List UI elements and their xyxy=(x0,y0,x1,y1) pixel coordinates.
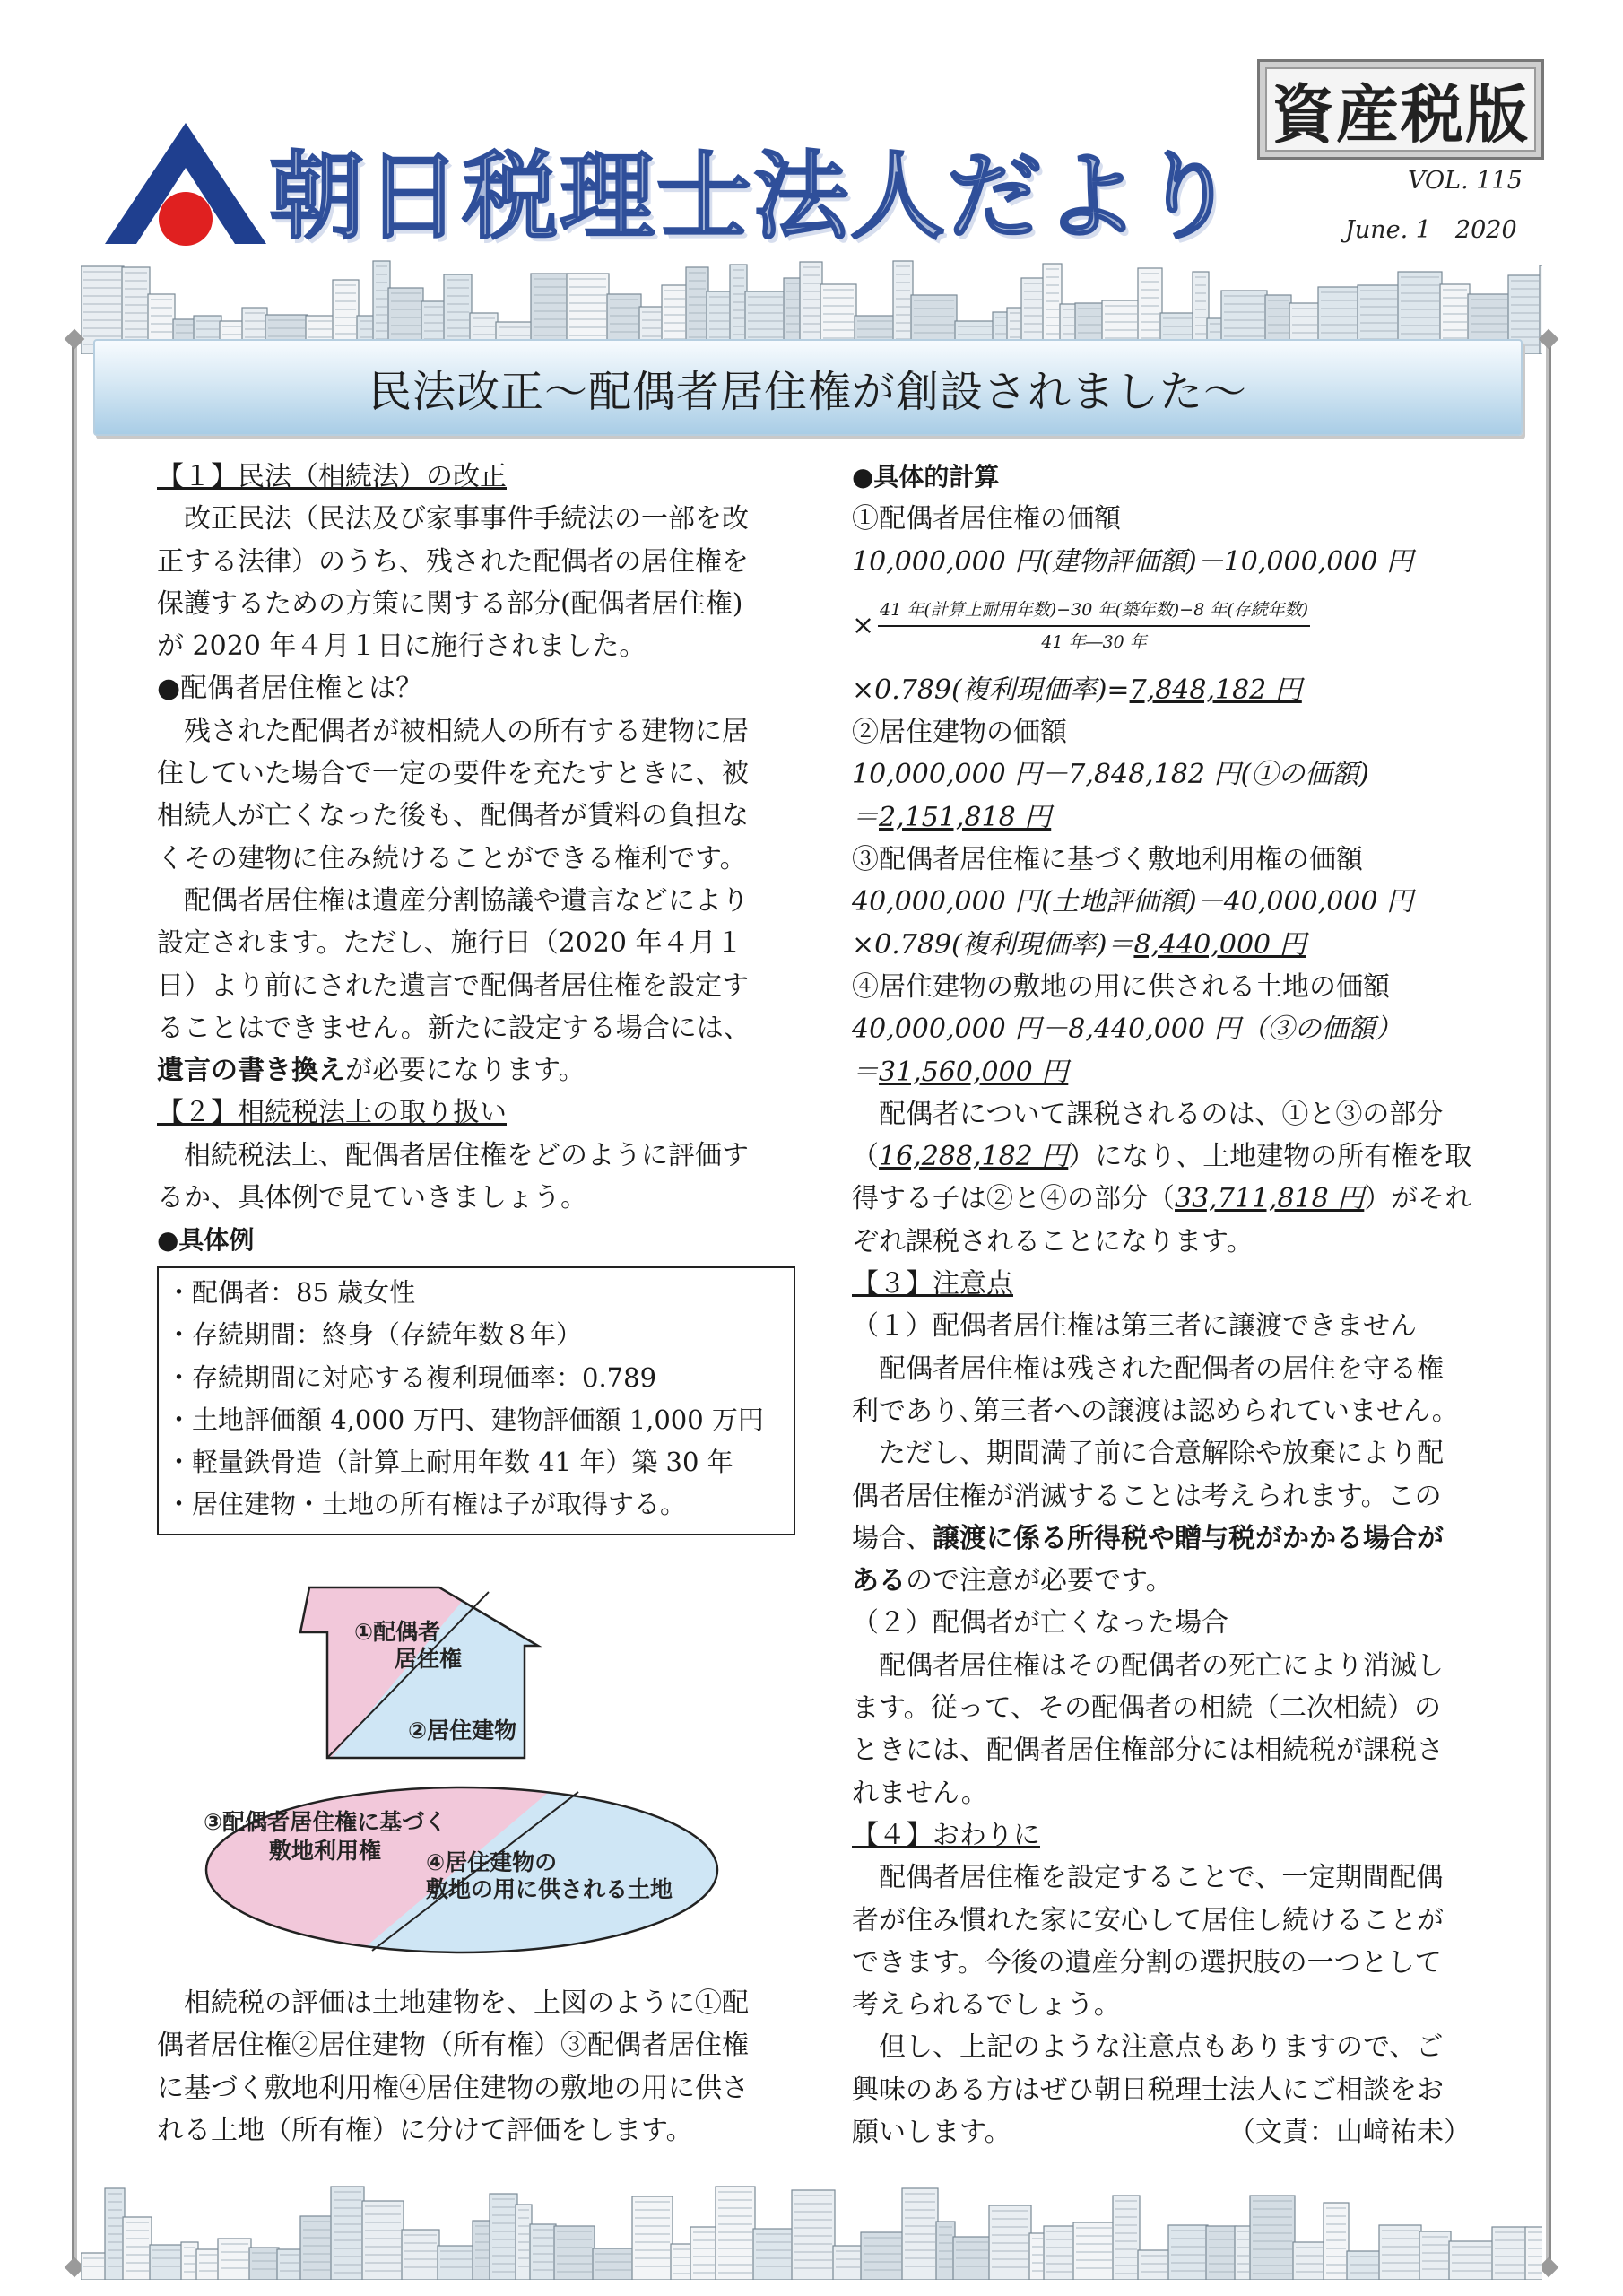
paragraph-line xyxy=(852,1135,1471,1178)
paragraph-line xyxy=(852,1518,1471,1560)
building xyxy=(1347,2251,1381,2280)
paragraph-line: 配偶者について課税されるのは、①と③の部分 xyxy=(852,1098,1444,1130)
calc-1-fraction xyxy=(852,583,1471,669)
building xyxy=(753,2229,794,2280)
building xyxy=(218,2239,251,2280)
building xyxy=(716,2187,755,2280)
calc-4-title: ④居住建物の敷地の用に供される土地の価額 xyxy=(852,970,1390,1003)
spouse-tax-amount: 16,288,182 円 xyxy=(879,1141,1069,1173)
building xyxy=(249,2248,279,2280)
building xyxy=(1113,2196,1140,2280)
paragraph-line: 正する法律）のうち、残された配偶者の居住権を xyxy=(157,545,749,578)
calc-3-result-line xyxy=(852,924,1471,966)
paragraph-line: ときには、配偶者居住権部分には相続税が課税さ xyxy=(852,1735,1444,1767)
example-item: ・土地評価額 4,000 万円、建物評価額 1,000 万円 xyxy=(166,1404,764,1435)
paragraph-line: 残された配偶者が被相続人の所有する建物に居 xyxy=(157,715,749,747)
section-4-title: 【４】おわりに xyxy=(852,1819,1040,1851)
building xyxy=(1492,2227,1527,2280)
volume-number: VOL. 115 xyxy=(1408,167,1523,195)
building xyxy=(530,2224,556,2280)
paragraph-line: ぞれ課税されることになります。 xyxy=(852,1225,1254,1257)
section-2-title: 【２】相続税法上の取り扱い xyxy=(157,1097,507,1129)
example-item: ・居住建物・土地の所有権は子が取得する。 xyxy=(166,1489,687,1520)
calc-heading: ●具体的計算 xyxy=(852,462,1000,491)
paragraph-line: 相続人が亡くなった後も、配偶者が賃料の負担な xyxy=(157,800,749,832)
paragraph-line: れません。 xyxy=(852,1777,988,1809)
calc-3-title: ③配偶者居住権に基づく敷地利用権の価額 xyxy=(852,844,1363,876)
edition-badge-label: 資産税版 xyxy=(1265,67,1536,152)
calc-2-title: ②居住建物の価額 xyxy=(852,717,1067,749)
author-credit: （文責：山﨑祐未） xyxy=(1228,2116,1471,2148)
building xyxy=(277,2249,302,2280)
diagram-label-1b: 居住権 xyxy=(395,1646,463,1672)
subsection-2-title: （２）配偶者が亡くなった場合 xyxy=(852,1607,1228,1639)
paragraph-line xyxy=(852,1560,1471,1602)
paragraph-line: 偶者居住権が消滅することは考えられます。この xyxy=(852,1480,1442,1512)
paragraph-line: 相続税法上、配偶者居住権をどのように評価す xyxy=(157,1139,749,1171)
diagram-label-4: ④居住建物の xyxy=(426,1849,558,1875)
equals-sign: ＝ xyxy=(852,801,879,833)
paragraph-line: 興味のある方はぜひ朝日税理士法人にご相談をお xyxy=(852,2074,1444,2106)
diagram-label-1: ①配偶者 xyxy=(354,1619,441,1645)
paragraph-line xyxy=(852,2111,1471,2153)
paragraph-line xyxy=(852,1178,1471,1220)
building xyxy=(1324,2203,1349,2280)
calc-1-line: 10,000,000 円(建物評価額)－10,000,000 円 xyxy=(852,545,1414,578)
fraction-numerator: 41 年(計算上耐用年数)−30 年(築年数)−8 年(存続年数) xyxy=(878,598,1310,627)
left-closing-paragraph xyxy=(157,1982,785,2152)
paragraph-line: 改正民法（民法及び家事事件手続法の一部を改 xyxy=(157,503,749,535)
paragraph-line: 配偶者居住権は残された配偶者の居住を守る権 xyxy=(852,1352,1444,1385)
calc-2-result: 2,151,818 円 xyxy=(879,801,1052,833)
paragraph-line: 配偶者居住権は遺産分割協議や遺言などにより xyxy=(157,884,749,917)
paragraph-line: 住していた場合で一定の要件を充たすときに、被 xyxy=(157,758,749,790)
calc-3-line: 40,000,000 円(土地評価額)－40,000,000 円 xyxy=(852,886,1414,918)
frame-right-bar xyxy=(1546,339,1551,2267)
property-rights-diagram xyxy=(193,1570,731,1955)
paragraph-line: ただし、期間満了前に合意解除や放棄により配 xyxy=(852,1438,1444,1470)
building xyxy=(1419,2231,1451,2280)
calc-4-result: 31,560,000 円 xyxy=(879,1056,1069,1088)
building xyxy=(1168,2225,1208,2280)
building xyxy=(861,2232,904,2280)
text-fragment: ）になり、土地建物の所有権を取 xyxy=(1068,1141,1472,1173)
paragraph-line: ます。従って、その配偶者の相続（二次相続）の xyxy=(852,1692,1441,1725)
left-column xyxy=(157,456,785,1262)
times-sign: × xyxy=(852,610,875,642)
diagram-label-3b: 敷地利用権 xyxy=(269,1838,382,1864)
what-is-heading: ●配偶者居住権とは？ xyxy=(157,673,423,705)
caution-emphasis: 譲渡に係る所得税や贈与税がかかる場合が xyxy=(933,1522,1444,1554)
building xyxy=(593,2248,634,2280)
section-3-title: 【３】注意点 xyxy=(852,1268,1013,1300)
calc-1-title: ①配偶者居住権の価額 xyxy=(852,503,1121,535)
paragraph-line: 相続税の評価は土地建物を、上図のように①配 xyxy=(157,1987,749,2019)
paragraph-line: 配偶者居住権を設定することで、一定期間配偶 xyxy=(852,1862,1444,1894)
text-fragment: 得する子は②と④の部分（ xyxy=(852,1183,1175,1215)
diagram-label-2: ②居住建物 xyxy=(408,1718,517,1744)
page-header xyxy=(0,0,1623,260)
building xyxy=(362,2201,404,2280)
paragraph-line: 配偶者居住権はその配偶者の死亡により消滅し xyxy=(852,1649,1444,1682)
frame-left-bar xyxy=(72,339,77,2267)
paragraph-line: ることはできません。新たに設定する場合には、 xyxy=(157,1012,751,1044)
calc-3-result: 8,440,000 円 xyxy=(1133,928,1306,961)
paragraph-line: に基づく敷地利用権④居住建物の敷地の用に供さ xyxy=(157,2072,749,2104)
text-fragment: （ xyxy=(852,1141,879,1173)
rewrite-rest: が必要になります。 xyxy=(345,1055,586,1087)
example-item: ・軽量鉄骨造（計算上耐用年数 41 年）築 30 年 xyxy=(166,1447,733,1478)
text-fragment: 願いします。 xyxy=(852,2116,1011,2148)
caution-emphasis: ある xyxy=(852,1565,906,1597)
newsletter-title: 朝日税理士法人だより xyxy=(269,140,1237,252)
calc-2-result-line xyxy=(852,796,1471,839)
subsection-1-title: （１）配偶者居住権は第三者に譲渡できません xyxy=(852,1310,1417,1343)
building xyxy=(690,2227,717,2280)
example-heading: ●具体例 xyxy=(157,1225,255,1256)
example-box xyxy=(157,1266,795,1535)
headline-banner xyxy=(93,339,1523,436)
fraction-denominator: 41 年―30 年 xyxy=(1041,631,1147,652)
building xyxy=(1138,2250,1170,2280)
paragraph-line: るか、具体例で見ていきましょう。 xyxy=(157,1182,587,1214)
equals-sign: ＝ xyxy=(852,1056,879,1088)
paragraph-line: 偶者居住権②居住建物（所有権）③配偶者居住権 xyxy=(157,2030,749,2062)
building xyxy=(196,2249,220,2280)
paragraph-line: 設定されます。ただし、施行日（2020 年４月１ xyxy=(157,927,743,960)
asahi-logo xyxy=(100,118,271,253)
diagram-label-3: ③配偶者居住権に基づく xyxy=(204,1809,447,1835)
building xyxy=(1525,2227,1542,2280)
fraction xyxy=(878,598,1310,654)
paragraph-line: くその建物に住み続けることができる権利です。 xyxy=(157,842,747,874)
paragraph-line: 者が住み慣れた家に安心して居住し続けることが xyxy=(852,1904,1444,1936)
building xyxy=(402,2230,439,2280)
calc-4-result-line xyxy=(852,1051,1471,1093)
right-column xyxy=(852,456,1471,2153)
example-item: ・存続期間：終身（存続年数８年） xyxy=(166,1319,583,1351)
paragraph-line: 利であり､第三者への譲渡は認められていません。 xyxy=(852,1395,1459,1427)
issue-date: June. 1 2020 xyxy=(1345,216,1517,244)
calc-1-result: 7,848,182 円 xyxy=(1129,674,1302,706)
diagram-label-4b: 敷地の用に供される土地 xyxy=(426,1876,673,1902)
calc-1-prefix: ×0.789(複利現価率)= xyxy=(852,674,1130,706)
paragraph-line: 保護するための方策に関する部分(配偶者居住権) xyxy=(157,587,743,620)
calc-1-result-line xyxy=(852,669,1471,711)
section-1-title: 【１】民法（相続法）の改正 xyxy=(157,461,507,492)
calc-2-line: 10,000,000 円－7,848,182 円(①の価額) xyxy=(852,759,1369,791)
child-tax-amount: 33,711,818 円 xyxy=(1175,1183,1365,1215)
building xyxy=(1379,2225,1421,2280)
text-fragment: ）がそれ xyxy=(1364,1183,1472,1215)
building xyxy=(1250,2196,1295,2280)
calc-3-prefix: ×0.789(複利現価率)＝ xyxy=(852,928,1134,961)
building xyxy=(1073,2222,1115,2280)
example-item: ・存続期間に対応する複利現価率：0.789 xyxy=(166,1361,657,1393)
edition-badge xyxy=(1257,59,1544,160)
paragraph-line: 考えられるでしょう。 xyxy=(852,1989,1121,2022)
paragraph-line: れる土地（所有権）に分けて評価をします。 xyxy=(157,2114,693,2146)
example-item: ・配偶者：85 歳女性 xyxy=(166,1277,416,1308)
paragraph-line: できます。今後の遺産分割の選択肢の一つとして xyxy=(852,1946,1442,1979)
text-fragment: 場合、 xyxy=(852,1522,933,1554)
skyline-illustration-bottom xyxy=(81,2181,1542,2280)
calc-4-line: 40,000,000 円－8,440,000 円（③の価額） xyxy=(852,1013,1402,1046)
paragraph-line: 但し、上記のような注意点もありますので、ご xyxy=(852,2031,1444,2064)
paragraph-line xyxy=(157,1049,785,1091)
building xyxy=(632,2196,673,2280)
building xyxy=(1029,2233,1046,2280)
paragraph-line: が 2020 年４月１日に施行されました。 xyxy=(157,631,647,663)
building xyxy=(490,2194,517,2280)
paragraph-line: 日）より前にされた遺言で配偶者居住権を設定す xyxy=(157,970,749,1002)
text-fragment: ので注意が必要です。 xyxy=(906,1565,1173,1597)
building xyxy=(331,2187,364,2280)
article-headline: 民法改正～配偶者居住権が創設されました～ xyxy=(368,366,1247,417)
rewrite-emphasis: 遺言の書き換え xyxy=(157,1055,345,1087)
